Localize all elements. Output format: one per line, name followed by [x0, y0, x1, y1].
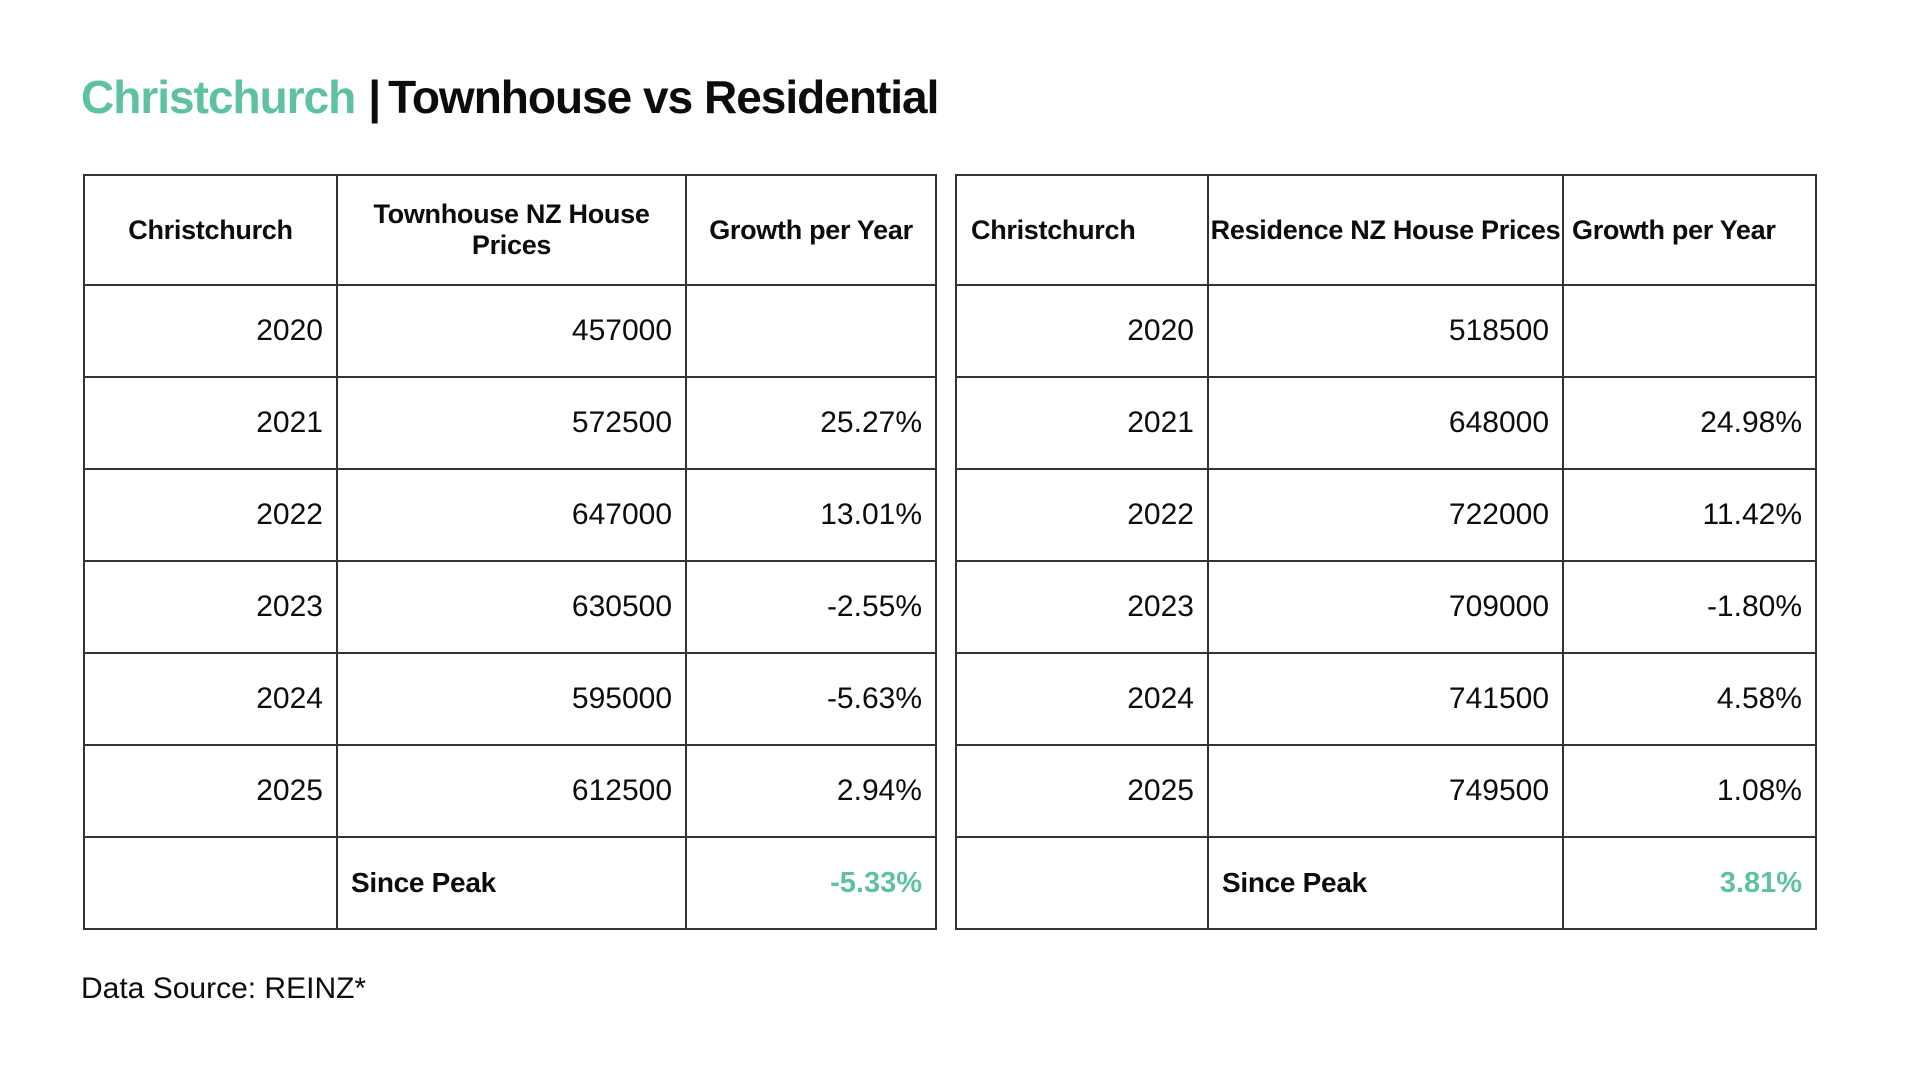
residence-header-growth: Growth per Year [1563, 175, 1816, 285]
growth-cell: -1.80% [1563, 561, 1816, 653]
price-cell: 648000 [1208, 377, 1563, 469]
townhouse-row-2020 [84, 285, 936, 377]
year-cell: 2023 [956, 561, 1208, 653]
townhouse-row-2025 [84, 745, 936, 837]
year-cell: 2024 [956, 653, 1208, 745]
residence-row-2024 [956, 653, 1816, 745]
townhouse-table [83, 174, 937, 930]
summary-spacer-cell [84, 837, 337, 929]
growth-cell: 2.94% [686, 745, 936, 837]
year-cell: 2020 [84, 285, 337, 377]
price-cell: 709000 [1208, 561, 1563, 653]
price-cell: 595000 [337, 653, 686, 745]
price-cell: 722000 [1208, 469, 1563, 561]
price-cell: 612500 [337, 745, 686, 837]
growth-cell: -2.55% [686, 561, 936, 653]
year-cell: 2020 [956, 285, 1208, 377]
price-cell: 741500 [1208, 653, 1563, 745]
townhouse-header-row [84, 175, 936, 285]
townhouse-summary-row [84, 837, 936, 929]
townhouse-header-city: Christchurch [84, 175, 337, 285]
townhouse-row-2023 [84, 561, 936, 653]
year-cell: 2023 [84, 561, 337, 653]
residence-row-2023 [956, 561, 1816, 653]
title-separator: | [368, 71, 381, 123]
townhouse-row-2021 [84, 377, 936, 469]
residence-row-2025 [956, 745, 1816, 837]
residence-row-2021 [956, 377, 1816, 469]
townhouse-row-2024 [84, 653, 936, 745]
growth-cell [1563, 285, 1816, 377]
since-peak-label: Since Peak [337, 837, 686, 929]
title-subtitle: Townhouse vs Residential [388, 71, 939, 123]
residence-header-city: Christchurch [956, 175, 1208, 285]
growth-cell: 24.98% [1563, 377, 1816, 469]
year-cell: 2025 [956, 745, 1208, 837]
year-cell: 2021 [84, 377, 337, 469]
townhouse-header-prices: Townhouse NZ House Prices [337, 175, 686, 285]
price-cell: 572500 [337, 377, 686, 469]
data-source-note: Data Source: REINZ* [81, 972, 367, 1005]
year-cell: 2022 [84, 469, 337, 561]
tables-row [83, 174, 1817, 930]
year-cell: 2024 [84, 653, 337, 745]
year-cell: 2021 [956, 377, 1208, 469]
title-city: Christchurch [81, 71, 356, 123]
year-cell: 2025 [84, 745, 337, 837]
summary-spacer-cell [956, 837, 1208, 929]
year-cell: 2022 [956, 469, 1208, 561]
residence-row-2020 [956, 285, 1816, 377]
since-peak-value: 3.81% [1563, 837, 1816, 929]
page-title [81, 71, 939, 123]
residence-header-row [956, 175, 1816, 285]
growth-cell: 25.27% [686, 377, 936, 469]
since-peak-label: Since Peak [1208, 837, 1563, 929]
price-cell: 647000 [337, 469, 686, 561]
growth-cell [686, 285, 936, 377]
residence-header-prices: Residence NZ House Prices [1208, 175, 1563, 285]
growth-cell: 13.01% [686, 469, 936, 561]
growth-cell: -5.63% [686, 653, 936, 745]
since-peak-value: -5.33% [686, 837, 936, 929]
growth-cell: 1.08% [1563, 745, 1816, 837]
residence-table [955, 174, 1817, 930]
price-cell: 630500 [337, 561, 686, 653]
townhouse-header-growth: Growth per Year [686, 175, 936, 285]
growth-cell: 11.42% [1563, 469, 1816, 561]
residence-summary-row [956, 837, 1816, 929]
price-cell: 457000 [337, 285, 686, 377]
price-cell: 518500 [1208, 285, 1563, 377]
growth-cell: 4.58% [1563, 653, 1816, 745]
residence-row-2022 [956, 469, 1816, 561]
price-cell: 749500 [1208, 745, 1563, 837]
townhouse-row-2022 [84, 469, 936, 561]
